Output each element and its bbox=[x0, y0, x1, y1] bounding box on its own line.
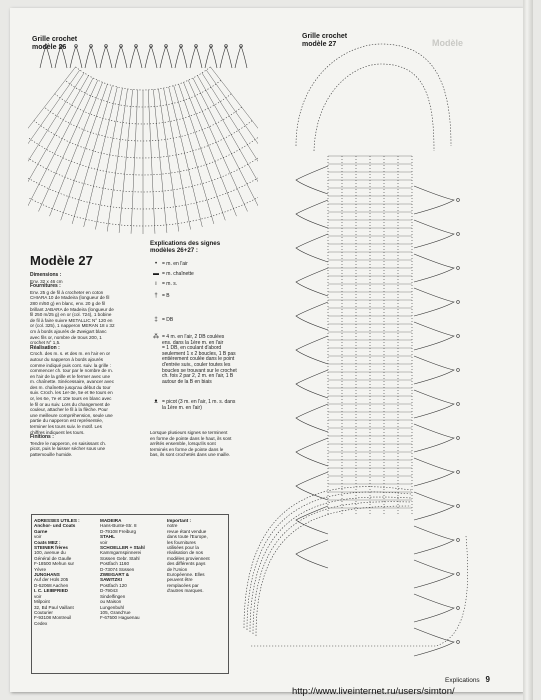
legend-text bbox=[162, 318, 173, 324]
text-line: cm à bords ajourés de Zweigart blanc bbox=[30, 328, 107, 334]
legend-item bbox=[150, 272, 194, 278]
legend-text bbox=[162, 272, 194, 278]
legend-item bbox=[150, 400, 235, 411]
address-line: Hans-Bunte-Str. 8 bbox=[100, 523, 137, 529]
text-line: avec fils or, nombre de trous 200, 1 bbox=[30, 334, 102, 340]
legend-text-line: = 1 DB, en coulant d'abord bbox=[162, 345, 222, 352]
address-line: D-79108 Freiburg bbox=[100, 528, 137, 534]
legend-text-line: ens. dans la 1ère m. en l'air bbox=[162, 339, 224, 346]
model-title: Modèle 27 bbox=[30, 253, 93, 268]
legend-item bbox=[150, 318, 173, 324]
text-line: comme indiqué puis cont. suiv. la grille : bbox=[30, 362, 111, 368]
stitch-symbol-icon: ᴥ bbox=[154, 399, 158, 405]
legend-item bbox=[150, 294, 170, 300]
address-line: Cedex bbox=[34, 620, 48, 626]
text-line: de l'Union bbox=[167, 566, 188, 572]
address-line: D-79043 bbox=[100, 588, 118, 594]
dimensions-text: Env. 32 x 46 cm bbox=[30, 278, 63, 284]
crochet-chart-26 bbox=[28, 40, 258, 240]
address-line: Général de Gaulle bbox=[34, 555, 72, 561]
address-line: Süssen Gebr. Stahl bbox=[100, 555, 140, 561]
address-line: ou Maison bbox=[100, 599, 122, 605]
legend-text bbox=[162, 400, 235, 411]
address-line: F-67500 Haguenau bbox=[100, 615, 140, 621]
text-line: Lorsque plusieurs signes se terminent bbox=[150, 430, 228, 435]
legend-text-line: seulement 1 x 2 boucles, 1 B pas bbox=[162, 350, 236, 357]
stitch-symbol-icon: ı bbox=[155, 281, 157, 287]
text-line: Croch. des m. s. et des m. en l'air en or bbox=[30, 351, 111, 357]
legend-text bbox=[162, 262, 188, 268]
dimensions-head: Dimensions : bbox=[30, 272, 62, 278]
legend-text-line: entièrement coulée dans le point bbox=[162, 356, 235, 363]
addresses-col3 bbox=[167, 518, 229, 594]
text-line: en l'air de la grille et le fermer avec une bbox=[30, 373, 111, 379]
text-line: de fil à faire suivre METALLIC N° 120 en bbox=[30, 317, 113, 323]
stitch-symbol-icon: • bbox=[154, 261, 158, 267]
address-name: Garne bbox=[34, 528, 48, 534]
address-line: voir bbox=[34, 593, 42, 599]
legend-title bbox=[150, 240, 220, 254]
legend-text-line: la 1ère m. en l'air) bbox=[162, 404, 202, 411]
text-line: commencer ch. tour par le nombre de m. bbox=[30, 368, 113, 374]
addresses-col1-list bbox=[34, 523, 100, 626]
stitch-symbol-icon: † bbox=[154, 293, 158, 299]
stitch-symbol-icon: ⁂ bbox=[153, 334, 159, 340]
text-line: Env. 25 g de fil à crocheter en coton bbox=[30, 289, 104, 295]
addresses-col2 bbox=[100, 518, 166, 621]
text-line: pattemouille humide. bbox=[30, 452, 73, 457]
grid27-title-line2: modèle 27 bbox=[302, 41, 337, 48]
address-line: Yèvre bbox=[34, 566, 47, 572]
stitch-symbol-icon: ‡ bbox=[154, 317, 158, 323]
grid26-title-line2: modèle 26 bbox=[32, 44, 67, 51]
text-line: fil 250 m/25 g) en or (col. 724), 1 bobine bbox=[30, 312, 112, 318]
text-line: modèles proviennent bbox=[167, 555, 210, 561]
address-line: 32, Bd Paul Vaillant bbox=[34, 604, 74, 610]
text-line: suiv. Croch. les 1er-3e, 5e et 9e tours en bbox=[30, 390, 113, 396]
legend-title-line1: Explications des signes bbox=[150, 240, 221, 247]
address-name: STEINER frères bbox=[34, 545, 68, 551]
text-line: couleur, attacher le fil à la flèche. Pour bbox=[30, 407, 108, 413]
address-line: F-18500 Mehun sur bbox=[34, 561, 75, 567]
text-line: picot, puis le laisser sécher sous une bbox=[30, 446, 106, 452]
address-name: MADEIRA bbox=[100, 518, 122, 523]
supplies-text bbox=[30, 290, 144, 346]
address-line: Postfach 1160 bbox=[100, 561, 130, 567]
page-number: 9 bbox=[485, 675, 490, 684]
text-line: les fournitures bbox=[167, 539, 196, 545]
text-line: CHIARA 10 de Madeira (longueur de fil bbox=[30, 295, 110, 301]
address-line: Kammgarnspinnerei bbox=[100, 550, 142, 556]
text-line: remplacées par bbox=[167, 582, 199, 588]
addresses-col1 bbox=[34, 518, 100, 626]
address-line: voir bbox=[100, 539, 108, 545]
legend-item bbox=[150, 262, 188, 268]
footer-section bbox=[445, 675, 490, 684]
legend-item bbox=[150, 335, 237, 385]
legend-text bbox=[162, 335, 237, 385]
address-name: Anchor- und Coats bbox=[34, 523, 76, 529]
stitch-symbol-icon: ▬ bbox=[153, 271, 159, 277]
model-instructions bbox=[30, 273, 144, 458]
text-line: notre bbox=[167, 523, 178, 529]
address-line: Lungenbuhl bbox=[100, 604, 125, 610]
address-line: 105, Grand'rue bbox=[100, 609, 131, 615]
address-name: JUNGHANS bbox=[34, 572, 60, 578]
text-line: le fil or au suiv. Lors du changement de bbox=[30, 401, 110, 407]
text-line: arrêtés ensemble, lorsqu'ils sont bbox=[150, 441, 216, 447]
legend-text bbox=[162, 294, 170, 300]
legend-text-line: = picot (3 m. en l'air, 1 m. s. dans bbox=[162, 399, 236, 405]
finitions-head: Finitions : bbox=[30, 434, 54, 441]
text-line: partie du napperon est représentée, bbox=[30, 418, 104, 424]
address-name: I. C. LEIBFRIED bbox=[34, 588, 68, 594]
address-line: Postfach 120 bbox=[100, 582, 127, 588]
text-line: peuvent être bbox=[167, 577, 193, 583]
address-line: Milpoint bbox=[34, 599, 50, 605]
text-line: terminer les tours suiv. le motif. Les bbox=[30, 424, 102, 430]
legend-title-line2: modèles 26+27 : bbox=[150, 247, 198, 254]
legend-text-line: ch. fois 2 par 2, 2 m. en l'air, 1 B bbox=[162, 373, 234, 380]
address-name: ZWEIGART & bbox=[100, 572, 130, 578]
addresses-title: ADRESSES UTILES : bbox=[34, 518, 80, 523]
text-line: des différents pays bbox=[167, 561, 206, 567]
important-text bbox=[167, 523, 229, 593]
page-edge bbox=[523, 0, 533, 700]
text-line: Européenne. Elles bbox=[167, 572, 205, 578]
realisation-head: Réalisation : bbox=[30, 344, 60, 351]
address-name: STAHL bbox=[100, 534, 115, 540]
text-line: revue étant vendue bbox=[167, 528, 207, 534]
realisation-text bbox=[30, 351, 144, 435]
supplies-head: Fournitures : bbox=[30, 283, 61, 290]
address-line: Sindelfingen bbox=[100, 593, 126, 599]
text-line: autour du napperon à bords ajourés bbox=[30, 356, 104, 362]
address-line: F-93108 Montreuil bbox=[34, 615, 72, 621]
legend-text-line: = B bbox=[162, 293, 170, 299]
legend-text-line: = DB bbox=[162, 317, 174, 323]
legend-item bbox=[150, 282, 177, 288]
address-line: Auf der Hüls 205 bbox=[34, 577, 69, 583]
legend-text-line: = m. s. bbox=[162, 281, 178, 287]
faint-logo: Modèle bbox=[432, 38, 464, 48]
important-head: Important : bbox=[167, 518, 191, 523]
finitions-text bbox=[30, 441, 144, 458]
addresses-box bbox=[31, 514, 229, 674]
text-line: or (col. 325), 1 napperon MERAN 18 x 32 bbox=[30, 323, 115, 329]
text-line: dans toute l'Europe, bbox=[167, 534, 208, 540]
text-line: bas, ils sont crochetés dans une maille. bbox=[150, 452, 231, 458]
legend-text-line: boucles se trouvant sur le crochet bbox=[162, 367, 237, 374]
footer-section-label: Explications bbox=[445, 677, 480, 684]
text-line: crochet N° 1,5. bbox=[30, 340, 61, 346]
text-line: chiffres indiquent les tours. bbox=[30, 429, 85, 435]
address-line: 100, avenue du bbox=[34, 550, 66, 556]
text-line: brillant JABARA de Madeira (longueur de bbox=[30, 306, 114, 312]
text-line: 280 m/50 g) en blanc, env. 20 g de fil bbox=[30, 300, 106, 306]
legend-text-line: = m. chaînette bbox=[162, 271, 194, 277]
text-line: or, les 6e, 7e et 10e tours en blanc avec bbox=[30, 396, 112, 402]
crochet-chart-27 bbox=[236, 36, 506, 668]
legend-text-line: = 4 m. en l'air, 2 DB coulées bbox=[162, 334, 225, 340]
text-line: une meilleure compréhension, seule une bbox=[30, 412, 113, 418]
text-line: terminés en forme de pointe dans le bbox=[150, 446, 224, 452]
address-line: D-52068 Aachen bbox=[34, 582, 69, 588]
grid27-title-line1: Grille crochet bbox=[302, 33, 348, 40]
address-name: SAWITZKI bbox=[100, 577, 122, 583]
text-line: d'autres marques. bbox=[167, 588, 204, 594]
address-line: D-73074 Süssen bbox=[100, 566, 135, 572]
address-line: voir bbox=[34, 534, 42, 540]
text-line: Tendre le napperon, en saisissant ch. bbox=[30, 440, 107, 446]
grid26-title-line1: Grille crochet bbox=[32, 36, 78, 43]
legend-text bbox=[162, 282, 177, 288]
address-line: Couturier bbox=[34, 609, 53, 615]
text-line: utilisées pour la bbox=[167, 545, 199, 551]
legend-text-line: autour de la B en biais bbox=[162, 378, 212, 385]
legend-text-line: d'entrée suiv., couler toutes les bbox=[162, 361, 231, 368]
text-line: des m. chaînette jusqu'au début du tour bbox=[30, 384, 111, 390]
source-url[interactable]: http://www.liveinternet.ru/users/simton/ bbox=[292, 686, 455, 697]
address-name: Coats MEZ : bbox=[34, 539, 61, 545]
address-name: SCHOELLER + Stahl bbox=[100, 545, 145, 551]
text-line: réalisation de nos bbox=[167, 550, 204, 556]
text-line: en forme de pointe dans le haut, ils sont bbox=[150, 435, 232, 441]
legend-text-line: = m. en l'air bbox=[162, 261, 188, 267]
text-line: m. chaînette. Sinécessaire, avancer avec bbox=[30, 379, 115, 385]
legend-note bbox=[150, 430, 260, 458]
